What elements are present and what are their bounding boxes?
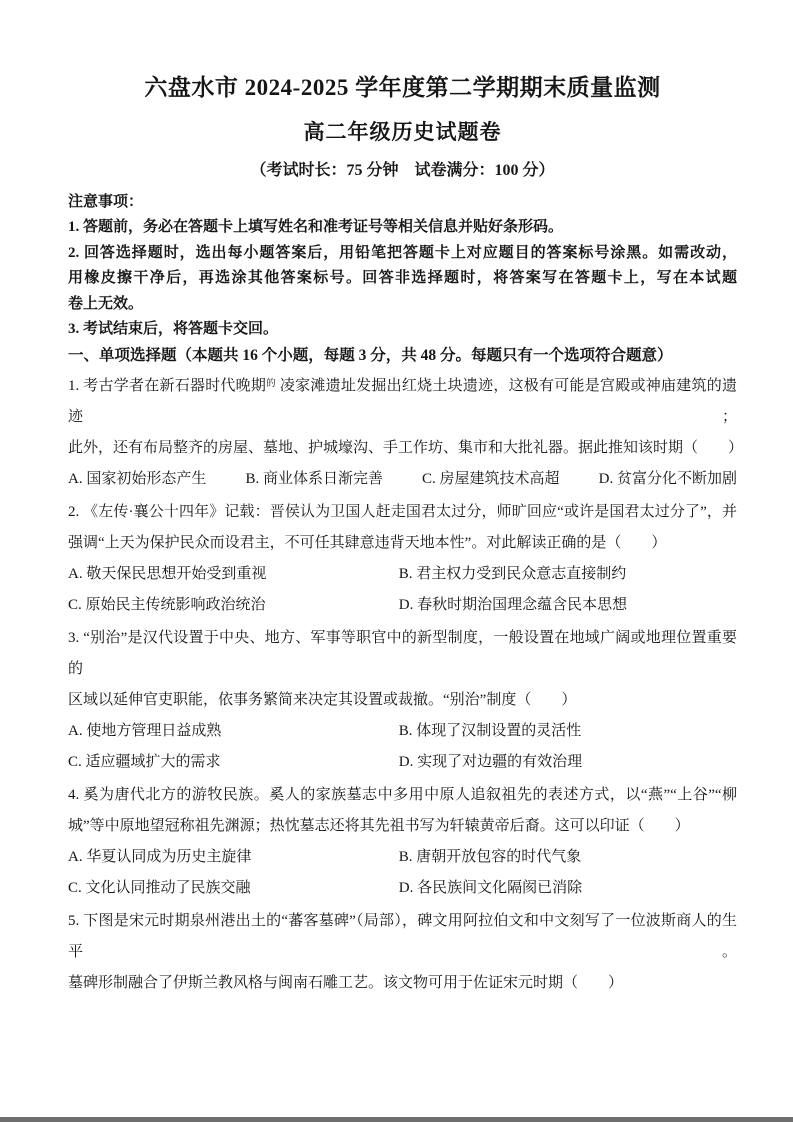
question-1-stem-text: 1. 考古学者在新石器时代晚期 bbox=[68, 378, 267, 395]
question-1 bbox=[68, 371, 744, 495]
question-5 bbox=[68, 906, 737, 999]
question-1-superscript: 的 bbox=[266, 379, 276, 390]
question-3-option-a: A. 使地方管理日益成熟 bbox=[68, 723, 222, 740]
question-1-stem-line-2: 此外，还有布局整齐的房屋、墓地、护城壕沟、手工作坊、集市和大批礼器。据此推知该时期（ ） bbox=[68, 440, 744, 457]
note-line-3: 3. 考试结束后，将答题卡交回。 bbox=[68, 321, 279, 338]
question-4-options-row-2 bbox=[68, 873, 737, 904]
question-4-stem-line-1: 4. 奚为唐代北方的游牧民族。奚人的家族墓志中多用中原人追叙祖先的表述方式，以“燕”“上谷”“柳 bbox=[68, 787, 737, 804]
question-1-option-c: C. 房屋建筑技术高超 bbox=[422, 471, 560, 488]
note-line-2a: 2. 回答选择题时，选出每小题答案后，用铅笔把答题卡上对应题目的答案标号涂黑。如需改动， bbox=[68, 244, 737, 261]
question-2-option-d: D. 春秋时期治国理念蕴含民本思想 bbox=[398, 597, 628, 614]
question-4-option-c: C. 文化认同推动了民族交融 bbox=[68, 880, 251, 897]
question-2 bbox=[68, 497, 737, 621]
note-line-2c: 卷上无效。 bbox=[68, 295, 144, 312]
question-4-option-d: D. 各民族间文化隔阂已消除 bbox=[398, 880, 583, 897]
question-3-stem-line-2: 区域以延伸官吏职能，依事务繁简来决定其设置或裁撤。“别治”制度（ ） bbox=[68, 692, 577, 709]
question-3-option-b: B. 体现了汉制设置的灵活性 bbox=[398, 723, 582, 740]
question-3 bbox=[68, 623, 737, 778]
question-3-options-row-1 bbox=[68, 716, 737, 747]
question-1-stem-text-cont: 凌家滩遗址发掘出红烧土块遗迹，这极有可能是宫殿或神庙建筑的遗迹； bbox=[68, 378, 737, 426]
question-3-options-row-2 bbox=[68, 747, 737, 778]
question-1-option-a: A. 国家初始形态产生 bbox=[68, 471, 207, 488]
question-2-option-b: B. 君主权力受到民众意志直接制约 bbox=[398, 566, 627, 583]
question-4-option-a: A. 华夏认同成为历史主旋律 bbox=[68, 849, 252, 866]
note-line-1: 1. 答题前，务必在答题卡上填写姓名和准考证号等相关信息并贴好条形码。 bbox=[68, 219, 564, 236]
question-1-option-b: B. 商业体系日渐完善 bbox=[245, 471, 383, 488]
section-heading: 一、单项选择题（本题共 16 个小题，每题 3 分，共 48 分。每题只有一个选项符合题意） bbox=[68, 347, 673, 365]
question-2-options-row-1 bbox=[68, 559, 737, 590]
exam-subtitle: 高二年级历史试题卷 bbox=[303, 120, 502, 144]
note-line-2b: 用橡皮擦干净后，再选涂其他答案标号。回答非选择题时，将答案写在答题卡上，写在本试题 bbox=[68, 270, 737, 287]
notes-heading: 注意事项： bbox=[68, 194, 144, 210]
question-1-option-d: D. 贫富分化不断加剧 bbox=[598, 471, 737, 488]
question-5-stem-line-1: 5. 下图是宋元时期泉州港出土的“蕃客墓碑”（局部），碑文用阿拉伯文和中文刻写了一位波斯商人的生平。 bbox=[68, 913, 737, 961]
notes-section bbox=[68, 190, 737, 342]
question-3-stem-line-1: 3. “别治”是汉代设置于中央、地方、军事等职官中的新型制度，一般设置在地域广阔或地理位置重要的 bbox=[68, 630, 737, 678]
question-2-stem-line-2: 强调“上天为保护民众而设君主，不可任其肆意违背天地本性”。对此解读正确的是（ ） bbox=[68, 535, 667, 552]
question-3-option-d: D. 实现了对边疆的有效治理 bbox=[398, 754, 583, 771]
page-content bbox=[68, 74, 744, 999]
question-2-options-row-2 bbox=[68, 590, 737, 621]
question-2-option-a: A. 敬天保民思想开始受到重视 bbox=[68, 566, 267, 583]
question-2-stem-line-1: 2. 《左传·襄公十四年》记载：晋侯认为卫国人赶走国君太过分，师旷回应“或许是国君太过分了”，并 bbox=[68, 504, 737, 521]
question-4-stem-line-2: 城”等中原地望冠称祖先渊源；热忱墓志还将其先祖书写为轩辕黄帝后裔。这可以印证（ ） bbox=[68, 818, 690, 835]
page-bottom-edge bbox=[0, 1117, 793, 1122]
question-1-options bbox=[68, 464, 737, 495]
exam-info: （考试时长：75 分钟 试卷满分：100 分） bbox=[250, 162, 555, 179]
question-4-option-b: B. 唐朝开放包容的时代气象 bbox=[398, 849, 582, 866]
question-4 bbox=[68, 780, 737, 904]
question-2-option-c: C. 原始民主传统影响政治统治 bbox=[68, 597, 266, 614]
exam-title: 六盘水市 2024-2025 学年度第二学期期末质量监测 bbox=[144, 75, 661, 100]
question-3-option-c: C. 适应疆域扩大的需求 bbox=[68, 754, 221, 771]
question-5-stem-line-2: 墓碑形制融合了伊斯兰教风格与闽南石雕工艺。该文物可用于佐证宋元时期（ ） bbox=[68, 975, 624, 992]
question-1-stem-line-1 bbox=[68, 371, 737, 433]
question-4-options-row-1 bbox=[68, 842, 737, 873]
